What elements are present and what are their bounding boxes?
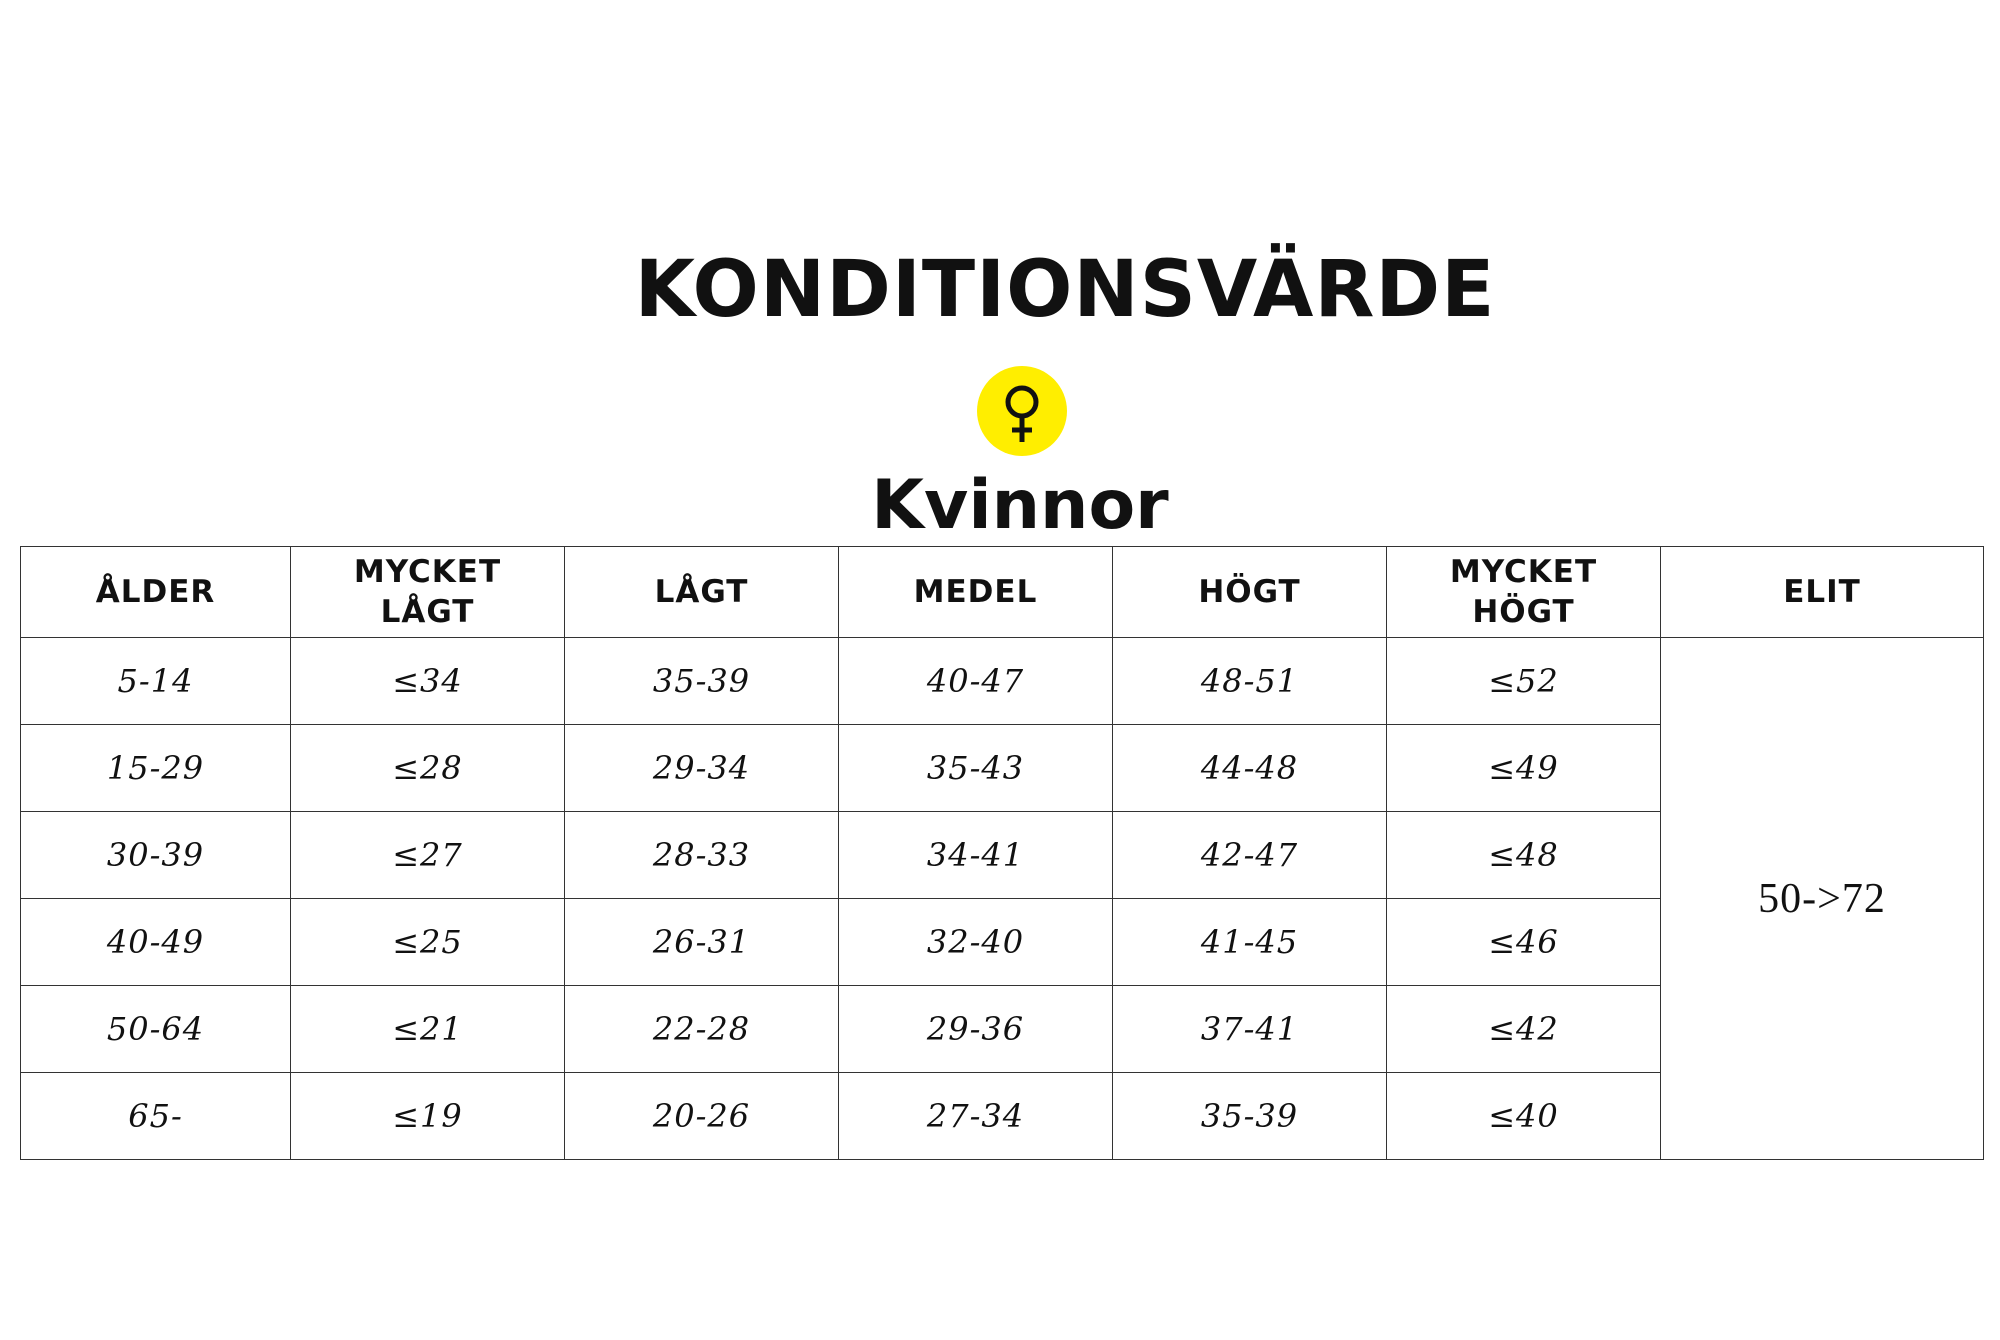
cell-age: 40-49 (21, 899, 291, 986)
cell-very-low: ≤25 (291, 899, 565, 986)
female-symbol-icon (977, 366, 1067, 456)
header-elite: ELIT (1661, 547, 1984, 638)
cell-high: 41-45 (1113, 899, 1387, 986)
cell-high: 35-39 (1113, 1073, 1387, 1160)
header-medium: MEDEL (839, 547, 1113, 638)
header-row (21, 547, 1984, 638)
cell-age: 5-14 (21, 638, 291, 725)
cell-high: 48-51 (1113, 638, 1387, 725)
page-subtitle: Kvinnor (871, 466, 1169, 545)
cell-very-low: ≤27 (291, 812, 565, 899)
page-title: KONDITIONSVÄRDE (634, 245, 1496, 335)
header-age: ÅLDER (21, 547, 291, 638)
cell-very-low: ≤19 (291, 1073, 565, 1160)
cell-medium: 40-47 (839, 638, 1113, 725)
cell-very-low: ≤21 (291, 986, 565, 1073)
cell-medium: 29-36 (839, 986, 1113, 1073)
header-low: LÅGT (565, 547, 839, 638)
cell-medium: 35-43 (839, 725, 1113, 812)
cell-medium: 34-41 (839, 812, 1113, 899)
cell-very-high: ≤48 (1387, 812, 1661, 899)
cell-very-high: ≤46 (1387, 899, 1661, 986)
cell-very-high: ≤52 (1387, 638, 1661, 725)
header-very-low: MYCKET LÅGT (291, 547, 565, 638)
cell-low: 28-33 (565, 812, 839, 899)
cell-low: 20-26 (565, 1073, 839, 1160)
cell-very-low: ≤28 (291, 725, 565, 812)
cell-very-high: ≤40 (1387, 1073, 1661, 1160)
header-high: HÖGT (1113, 547, 1387, 638)
cell-medium: 27-34 (839, 1073, 1113, 1160)
cell-very-high: ≤42 (1387, 986, 1661, 1073)
header-very-high: MYCKET HÖGT (1387, 547, 1661, 638)
fitness-table (20, 546, 1984, 1160)
cell-high: 37-41 (1113, 986, 1387, 1073)
cell-low: 26-31 (565, 899, 839, 986)
cell-very-high: ≤49 (1387, 725, 1661, 812)
cell-low: 22-28 (565, 986, 839, 1073)
cell-age: 50-64 (21, 986, 291, 1073)
cell-low: 29-34 (565, 725, 839, 812)
cell-high: 42-47 (1113, 812, 1387, 899)
cell-high: 44-48 (1113, 725, 1387, 812)
table-row (21, 638, 1984, 725)
cell-age: 15-29 (21, 725, 291, 812)
cell-low: 35-39 (565, 638, 839, 725)
cell-age: 30-39 (21, 812, 291, 899)
cell-medium: 32-40 (839, 899, 1113, 986)
cell-elite: 50->72 (1661, 638, 1984, 1160)
cell-age: 65- (21, 1073, 291, 1160)
cell-very-low: ≤34 (291, 638, 565, 725)
